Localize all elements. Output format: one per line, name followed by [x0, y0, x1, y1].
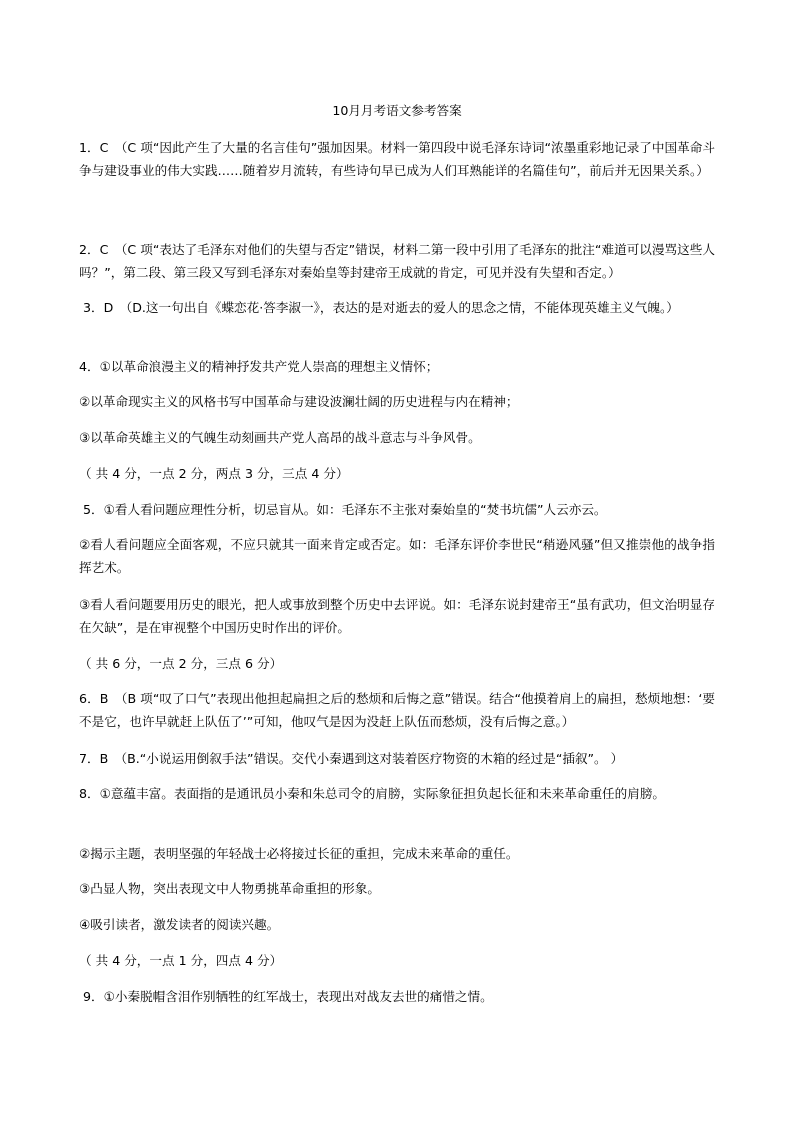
- answer-4-point-2: ②以革命现实主义的风格书写中国革命与建设波澜壮阔的历史进程与内在精神；: [79, 394, 519, 409]
- answer-3: 3．D （D.这一句出自《蝶恋花·答李淑一》，表达的是对逝去的爱人的思念之情，不能体现英雄主义气魄。）: [83, 300, 679, 315]
- answer-5-scoring: （ 共 6 分，一点 2 分，三点 6 分）: [79, 656, 283, 671]
- answer-8-scoring: （ 共 4 分，一点 1 分，四点 4 分）: [79, 953, 283, 968]
- answer-4-point-1: 4．①以革命浪漫主义的精神抒发共产党人崇高的理想主义情怀；: [79, 359, 439, 374]
- answer-5-point-1: 5．①看人看问题应理性分析，切忌盲从。如：毛泽东不主张对秦始皇的“焚书坑儒”人云亦云。: [83, 502, 607, 517]
- answer-4-scoring: （ 共 4 分，一点 2 分，两点 3 分，三点 4 分）: [79, 466, 349, 481]
- answer-2: 2．C （C 项“表达了毛泽东对他们的失望与否定”错误，材料二第一段中引用了毛泽东的批注“难道可以漫骂这些人吗？”，第二段、第三段又写到毛泽东对秦始皇等封建帝王成就的肯定，可见并没有失望和否定。）: [79, 242, 715, 280]
- answer-8-point-4: ④吸引读者，激发读者的阅读兴趣。: [79, 917, 280, 932]
- answer-4-point-3: ③以革命英雄主义的气魄生动刻画共产党人高昂的战斗意志与斗争风骨。: [79, 430, 481, 445]
- answer-9-point-1: 9．①小秦脱帽含泪作别牺牲的红军战士，表现出对战友去世的痛惜之情。: [83, 989, 493, 1004]
- answer-7: 7．B （B.“小说运用倒叙手法”错误。交代小秦遇到这对装着医疗物资的木箱的经过是“插叙”。 ）: [79, 751, 624, 766]
- answer-8-point-1: 8．①意蕴丰富。表面指的是通讯员小秦和朱总司令的肩膀，实际象征担负起长征和未来革命重任的肩膀。: [79, 786, 666, 801]
- answer-5-point-3: ③看人看问题要用历史的眼光，把人或事放到整个历史中去评说。如：毛泽东说封建帝王“虽有武功，但文治明显存在欠缺”，是在审视整个中国历史时作出的评价。: [79, 597, 715, 635]
- document-title: 10月月考语文参考答案: [332, 103, 462, 118]
- answer-6: 6．B （B 项“叹了口气”表现出他担起扁担之后的愁烦和后悔之意”错误。结合“他摸着肩上的扁担，愁烦地想：‘要不是它，也许早就赶上队伍了’”可知，他叹气是因为没赶上队伍而愁烦，没有后悔之意。）: [79, 691, 715, 729]
- answer-8-point-2: ②揭示主题，表明坚强的年轻战士必将接过长征的重担，完成未来革命的重任。: [79, 846, 519, 861]
- answer-1: 1．C （C 项“因此产生了大量的名言佳句”强加因果。材料一第四段中说毛泽东诗词“浓墨重彩地记录了中国革命斗争与建设事业的伟大实践……随着岁月流转，有些诗句早已成为人们耳熟能详的名篇佳句”，前后并无因果关系。）: [79, 140, 715, 178]
- answer-8-point-3: ③凸显人物，突出表现文中人物勇挑革命重担的形象。: [79, 881, 380, 896]
- answer-5-point-2: ②看人看问题应全面客观，不应只就其一面来肯定或否定。如：毛泽东评价李世民“稍逊风骚”但又推崇他的战争指挥艺术。: [79, 537, 715, 575]
